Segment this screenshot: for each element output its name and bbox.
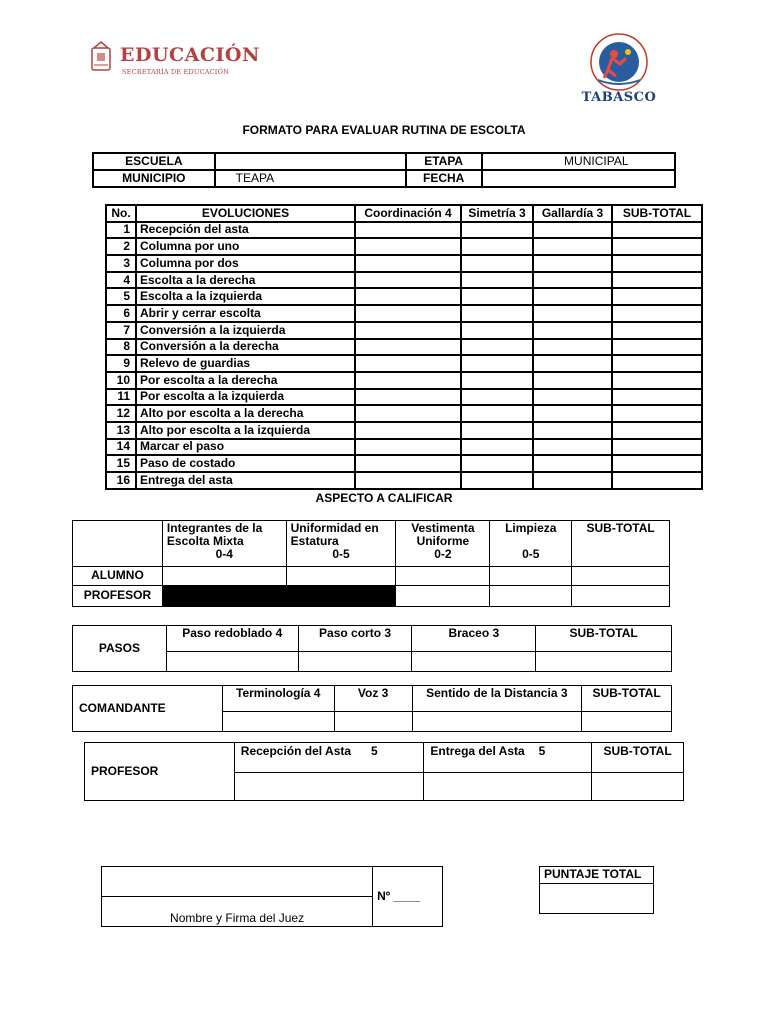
coordinacion-cell[interactable]: [355, 305, 461, 322]
coordinacion-cell[interactable]: [355, 472, 461, 489]
column-header: Simetría 3: [461, 205, 533, 222]
evolucion-subtotal-cell[interactable]: [612, 238, 702, 255]
evoluciones-table: [105, 204, 703, 490]
voz-header: Voz 3: [334, 686, 412, 712]
comandante-subtotal-cell[interactable]: [582, 712, 672, 732]
terminologia-header: Terminología 4: [222, 686, 334, 712]
evolucion-subtotal-cell[interactable]: [612, 322, 702, 339]
simetria-cell[interactable]: [461, 272, 533, 289]
profesor-subtotal-header: SUB-TOTAL: [592, 743, 684, 773]
terminologia-cell[interactable]: [222, 712, 334, 732]
firma-signature-line[interactable]: [102, 867, 373, 897]
escuela-field[interactable]: [215, 153, 406, 170]
evolucion-row: [106, 339, 702, 356]
column-header: Coordinación 4: [355, 205, 461, 222]
evolucion-number: 9: [106, 355, 136, 372]
evolucion-row: [106, 255, 702, 272]
evolucion-number: 7: [106, 322, 136, 339]
simetria-cell[interactable]: [461, 405, 533, 422]
education-logo-name: EDUCACIÓN: [120, 44, 260, 66]
profesor-section-label: PROFESOR: [85, 743, 235, 801]
evolucion-name: Conversión a la izquierda: [136, 322, 355, 339]
aspecto-title: ASPECTO A CALIFICAR: [315, 491, 453, 505]
profesor-subtotal-cell[interactable]: [572, 586, 670, 607]
puntaje-total-table: [539, 866, 654, 914]
evolucion-name: Paso de costado: [136, 455, 355, 472]
coordinacion-cell[interactable]: [355, 372, 461, 389]
evolucion-row: [106, 472, 702, 489]
simetria-cell[interactable]: [461, 288, 533, 305]
evolucion-number: 11: [106, 389, 136, 406]
municipio-field[interactable]: TEAPA: [215, 170, 406, 187]
gallardia-cell[interactable]: [533, 288, 612, 305]
braceo-cell[interactable]: [412, 652, 536, 672]
simetria-cell[interactable]: [461, 222, 533, 239]
paso-corto-cell[interactable]: [298, 652, 412, 672]
gallardia-cell[interactable]: [533, 372, 612, 389]
simetria-cell[interactable]: [461, 455, 533, 472]
evolucion-subtotal-cell[interactable]: [612, 355, 702, 372]
coordinacion-cell[interactable]: [355, 455, 461, 472]
evolucion-row: [106, 238, 702, 255]
simetria-cell[interactable]: [461, 238, 533, 255]
coordinacion-cell[interactable]: [355, 339, 461, 356]
evolucion-row: [106, 222, 702, 239]
gallardia-cell[interactable]: [533, 255, 612, 272]
gallardia-cell[interactable]: [533, 439, 612, 456]
coordinacion-cell[interactable]: [355, 222, 461, 239]
evolucion-subtotal-cell[interactable]: [612, 222, 702, 239]
etapa-label: ETAPA: [406, 153, 482, 170]
evolucion-number: 15: [106, 455, 136, 472]
educacion-fisica-logo: [578, 30, 660, 108]
profesor-vestimenta-cell[interactable]: [396, 586, 490, 607]
evolucion-number: 10: [106, 372, 136, 389]
aspecto-corner-cell: [73, 521, 163, 567]
evolucion-subtotal-cell[interactable]: [612, 305, 702, 322]
gallardia-cell[interactable]: [533, 455, 612, 472]
aspecto-subtotal-header: SUB-TOTAL: [572, 521, 670, 567]
column-header: SUB-TOTAL: [612, 205, 702, 222]
comandante-label: COMANDANTE: [73, 686, 223, 732]
pasos-subtotal-cell[interactable]: [536, 652, 672, 672]
simetria-cell[interactable]: [461, 339, 533, 356]
evolucion-number: 12: [106, 405, 136, 422]
simetria-cell[interactable]: [461, 372, 533, 389]
paso-redoblado-header: Paso redoblado 4: [166, 626, 298, 652]
pasos-label: PASOS: [73, 626, 167, 672]
evolucion-subtotal-cell[interactable]: [612, 272, 702, 289]
evolucion-name: Por escolta a la izquierda: [136, 389, 355, 406]
municipio-label: MUNICIPIO: [93, 170, 215, 187]
sentido-distancia-cell[interactable]: [412, 712, 582, 732]
voz-cell[interactable]: [334, 712, 412, 732]
column-header: EVOLUCIONES: [136, 205, 355, 222]
evolucion-subtotal-cell[interactable]: [612, 439, 702, 456]
recepcion-asta-cell[interactable]: [234, 773, 424, 801]
numero-field[interactable]: Nº ____: [373, 867, 443, 927]
alumno-label: ALUMNO: [73, 567, 163, 586]
evolucion-subtotal-cell[interactable]: [612, 455, 702, 472]
evolucion-row: [106, 305, 702, 322]
blacked-out-cell: [286, 586, 396, 607]
gallardia-cell[interactable]: [533, 222, 612, 239]
evolucion-row: [106, 455, 702, 472]
evolucion-number: 6: [106, 305, 136, 322]
gallardia-cell[interactable]: [533, 238, 612, 255]
educacion-fisica-logo-name: TABASCO: [581, 90, 657, 105]
fecha-field[interactable]: [482, 170, 675, 187]
evolucion-number: 13: [106, 422, 136, 439]
column-header: No.: [106, 205, 136, 222]
firma-table: [101, 866, 443, 927]
evolucion-row: [106, 272, 702, 289]
firma-label: Nombre y Firma del Juez: [102, 897, 373, 927]
aspecto-table: [72, 520, 670, 607]
recepcion-asta-header: Recepción del Asta 5: [234, 743, 424, 773]
simetria-cell[interactable]: [461, 472, 533, 489]
comandante-subtotal-header: SUB-TOTAL: [582, 686, 672, 712]
integrantes-header: Integrantes de la Escolta Mixta 0-4: [162, 521, 286, 567]
evolucion-name: Abrir y cerrar escolta: [136, 305, 355, 322]
evolucion-name: Entrega del asta: [136, 472, 355, 489]
evolucion-name: Recepción del asta: [136, 222, 355, 239]
coordinacion-cell[interactable]: [355, 422, 461, 439]
state-seal-icon: [88, 40, 114, 78]
comandante-table: [72, 685, 672, 732]
coordinacion-cell[interactable]: [355, 272, 461, 289]
alumno-integrantes-cell[interactable]: [162, 567, 286, 586]
evolucion-name: Columna por dos: [136, 255, 355, 272]
evolucion-row: [106, 439, 702, 456]
evolucion-subtotal-cell[interactable]: [612, 422, 702, 439]
header-table: [92, 152, 676, 188]
pasos-table: [72, 625, 672, 672]
evolucion-row: [106, 355, 702, 372]
simetria-cell[interactable]: [461, 422, 533, 439]
evolucion-name: Escolta a la derecha: [136, 272, 355, 289]
alumno-vestimenta-cell[interactable]: [396, 567, 490, 586]
evolucion-row: [106, 372, 702, 389]
education-logo-subtitle: SECRETARÍA DE EDUCACIÓN: [122, 68, 229, 76]
gallardia-cell[interactable]: [533, 339, 612, 356]
evolucion-subtotal-cell[interactable]: [612, 405, 702, 422]
simetria-cell[interactable]: [461, 355, 533, 372]
coordinacion-cell[interactable]: [355, 389, 461, 406]
gallardia-cell[interactable]: [533, 405, 612, 422]
coordinacion-cell[interactable]: [355, 238, 461, 255]
escuela-label: ESCUELA: [93, 153, 215, 170]
fecha-label: FECHA: [406, 170, 482, 187]
simetria-cell[interactable]: [461, 389, 533, 406]
evolucion-subtotal-cell[interactable]: [612, 472, 702, 489]
coordinacion-cell[interactable]: [355, 439, 461, 456]
simetria-cell[interactable]: [461, 305, 533, 322]
profesor-subtotal-cell[interactable]: [592, 773, 684, 801]
coordinacion-cell[interactable]: [355, 288, 461, 305]
blacked-out-cell: [162, 586, 286, 607]
coordinacion-cell[interactable]: [355, 322, 461, 339]
evolucion-row: [106, 322, 702, 339]
evolucion-name: Columna por uno: [136, 238, 355, 255]
evolucion-name: Escolta a la izquierda: [136, 288, 355, 305]
evolucion-number: 16: [106, 472, 136, 489]
evolucion-name: Alto por escolta a la izquierda: [136, 422, 355, 439]
column-header: Gallardía 3: [533, 205, 612, 222]
gallardia-cell[interactable]: [533, 305, 612, 322]
evolucion-subtotal-cell[interactable]: [612, 288, 702, 305]
gallardia-cell[interactable]: [533, 389, 612, 406]
gallardia-cell[interactable]: [533, 355, 612, 372]
puntaje-total-label: PUNTAJE TOTAL: [540, 867, 654, 884]
evolucion-number: 1: [106, 222, 136, 239]
alumno-uniformidad-cell[interactable]: [286, 567, 396, 586]
coordinacion-cell[interactable]: [355, 255, 461, 272]
alumno-subtotal-cell[interactable]: [572, 567, 670, 586]
evolucion-row: [106, 405, 702, 422]
gallardia-cell[interactable]: [533, 472, 612, 489]
evolucion-name: Marcar el paso: [136, 439, 355, 456]
gallardia-cell[interactable]: [533, 422, 612, 439]
evolucion-name: Alto por escolta a la derecha: [136, 405, 355, 422]
simetria-cell[interactable]: [461, 255, 533, 272]
evolucion-row: [106, 389, 702, 406]
profesor-limpieza-cell[interactable]: [490, 586, 572, 607]
profesor-label: PROFESOR: [73, 586, 163, 607]
coordinacion-cell[interactable]: [355, 355, 461, 372]
evolucion-subtotal-cell[interactable]: [612, 255, 702, 272]
evolucion-number: 14: [106, 439, 136, 456]
entrega-asta-header: Entrega del Asta 5: [424, 743, 592, 773]
gallardia-cell[interactable]: [533, 322, 612, 339]
form-title: FORMATO PARA EVALUAR RUTINA DE ESCOLTA: [242, 123, 526, 137]
sentido-distancia-header: Sentido de la Distancia 3: [412, 686, 582, 712]
simetria-cell[interactable]: [461, 322, 533, 339]
education-logo: [88, 40, 260, 84]
uniformidad-header: Uniformidad en Estatura 0-5: [286, 521, 396, 567]
paso-corto-header: Paso corto 3: [298, 626, 412, 652]
evolucion-subtotal-cell[interactable]: [612, 389, 702, 406]
evolucion-name: Conversión a la derecha: [136, 339, 355, 356]
coordinacion-cell[interactable]: [355, 405, 461, 422]
evolucion-number: 4: [106, 272, 136, 289]
profesor-table: [84, 742, 684, 801]
gallardia-cell[interactable]: [533, 272, 612, 289]
evolucion-name: Relevo de guardias: [136, 355, 355, 372]
limpieza-header: Limpieza 0-5: [490, 521, 572, 567]
evolucion-row: [106, 422, 702, 439]
evolucion-subtotal-cell[interactable]: [612, 339, 702, 356]
etapa-field[interactable]: MUNICIPAL: [482, 153, 675, 170]
paso-redoblado-cell[interactable]: [166, 652, 298, 672]
pasos-subtotal-header: SUB-TOTAL: [536, 626, 672, 652]
evolucion-number: 8: [106, 339, 136, 356]
evolucion-row: [106, 288, 702, 305]
evolucion-subtotal-cell[interactable]: [612, 372, 702, 389]
vestimenta-header: Vestimenta Uniforme 0-2: [396, 521, 490, 567]
entrega-asta-cell[interactable]: [424, 773, 592, 801]
simetria-cell[interactable]: [461, 439, 533, 456]
evolucion-number: 2: [106, 238, 136, 255]
braceo-header: Braceo 3: [412, 626, 536, 652]
evolucion-number: 5: [106, 288, 136, 305]
evolucion-number: 3: [106, 255, 136, 272]
evolucion-name: Por escolta a la derecha: [136, 372, 355, 389]
alumno-limpieza-cell[interactable]: [490, 567, 572, 586]
puntaje-total-cell[interactable]: [540, 884, 654, 914]
